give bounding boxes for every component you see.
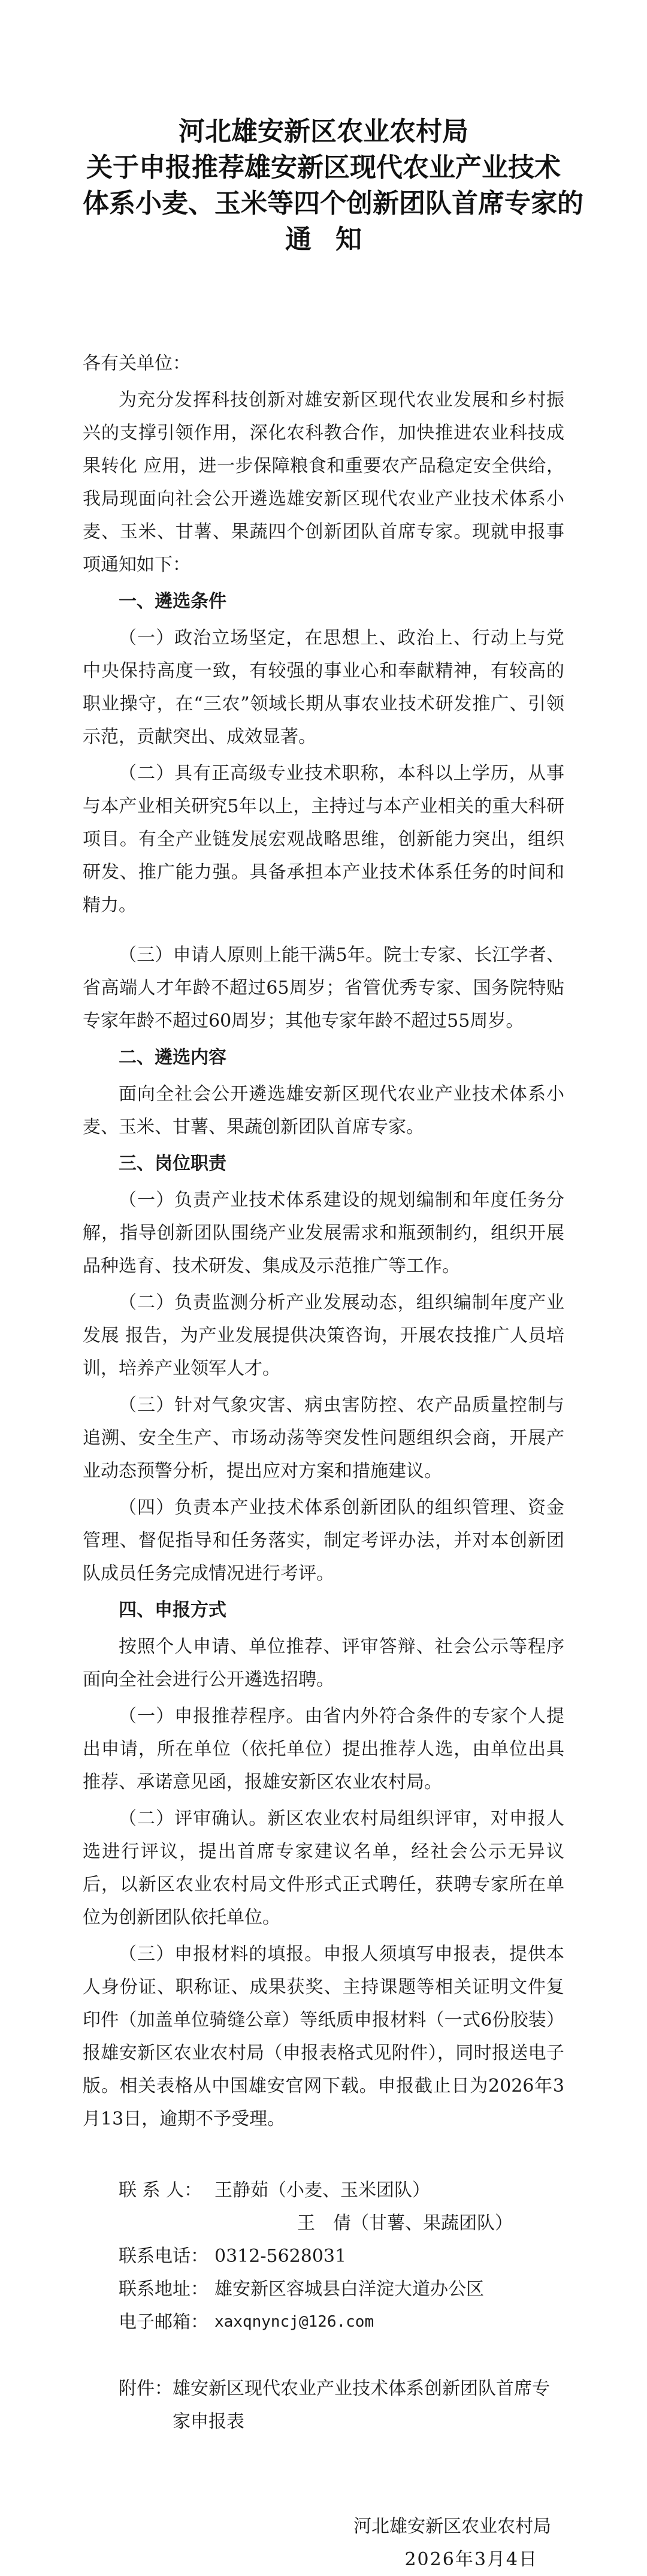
title-line-1: 河北雄安新区农业农村局 <box>179 116 468 147</box>
contact-person-row-2 <box>83 2207 564 2240</box>
contact-person-label: 联 系 人： <box>119 2180 202 2201</box>
contact-address-row <box>83 2273 564 2306</box>
body-paragraph: （二）负责监测分析产业发展动态，组织编制年度产业发展 报告，为产业发展提供决策咨询，开展农技推广人员培训，培养产业领军人才。 <box>83 1292 564 1379</box>
document-title <box>83 114 583 258</box>
title-line-3: 体系小麦、玉米等四个创新团队首席专家的 <box>83 188 583 219</box>
section-heading: 四、申报方式 <box>119 1600 226 1621</box>
body-paragraph: （一）申报推荐程序。由省内外符合条件的专家个人提出申请，所在单位（依托单位）提出推荐人选，由单位出具推荐、承诺意见函，报雄安新区农业农村局。 <box>83 1706 564 1793</box>
section-heading: 一、遴选条件 <box>119 591 226 612</box>
section-heading: 二、遴选内容 <box>119 1047 226 1068</box>
signature-org: 河北雄安新区农业农村局 <box>353 2516 551 2537</box>
body-paragraph: （三）申报材料的填报。申报人须填写申报表，提供本人身份证、职称证、成果获奖、主持课题等相关证明文件复印件（加盖单位骑缝公章）等纸质申报材料（一式6份胶装）报雄安新区农业农村局（申报表格式见附件），同时报送电子版。相关表格从中国雄安官网下载。申报截止日为2026年3月13日，逾期不予受理。 <box>83 1944 564 2129</box>
title-line-2: 关于申报推荐雄安新区现代农业产业技术 <box>86 152 561 183</box>
body-paragraph: （一）政治立场坚定，在思想上、政治上、行动上与党中央保持高度一致，有较强的事业心和奉献精神，有较高的职业操守，在“三农”领域长期从事农业技术研发推广、引领示范，贡献突出、成效显著。 <box>83 628 564 747</box>
body-paragraph: 按照个人申请、单位推荐、评审答辩、社会公示等程序面向全社会进行公开遴选招聘。 <box>83 1636 564 1690</box>
intro-paragraph: 为充分发挥科技创新对雄安新区现代农业发展和乡村振兴的支撑引领作用，深化农科教合作，加快推进农业科技成果转化 应用，进一步保障粮食和重要农产品稳定安全供给，我局现面向社会公开遴选雄安新区现代农业产业技术体系小麦、玉米、甘薯、果蔬四个创新团队首席专家。现就申报事项通知如下： <box>83 390 564 575</box>
attachment-label: 附件： <box>119 2378 173 2399</box>
attachment-link[interactable]: 雄安新区现代农业产业技术体系创新团队首席专家申报表 <box>173 2378 550 2432</box>
body-paragraph: （三）申请人原则上能干满5年。院士专家、长江学者、省高端人才年龄不超过65周岁；省管优秀专家、国务院特贴专家年龄不超过60周岁；其他专家年龄不超过55周岁。 <box>83 945 564 1031</box>
body-paragraph: （四）负责本产业技术体系创新团队的组织管理、资金管理、督促指导和任务落实，制定考评办法，并对本创新团队成员任务完成情况进行考评。 <box>83 1497 564 1584</box>
body-paragraph: （一）负责产业技术体系建设的规划编制和年度任务分解，指导创新团队围绕产业发展需求和瓶颈制约，组织开展品种选育、技术研发、集成及示范推广等工作。 <box>83 1190 564 1277</box>
body-paragraph: （二）具有正高级专业技术职称，本科以上学历，从事与本产业相关研究5年以上，主持过与本产业相关的重大科研项目。有全产业链发展宏观战略思维，创新能力突出，组织研发、推广能力强。具备承担本产业技术体系任务的时间和精力。 <box>83 763 564 916</box>
contact-block <box>83 2174 564 2339</box>
contact-address: 雄安新区容城县白洋淀大道办公区 <box>214 2279 484 2300</box>
contact-phone-label: 联系电话： <box>119 2246 208 2267</box>
contact-person-1: 王静茹（小麦、玉米团队） <box>214 2180 430 2201</box>
contact-phone-row <box>83 2240 564 2273</box>
contact-person-2: 王 倩（甘薯、果蔬团队） <box>297 2213 513 2234</box>
section-heading: 三、岗位职责 <box>119 1153 226 1174</box>
contact-address-label: 联系地址： <box>119 2279 208 2300</box>
body-paragraph: （二）评审确认。新区农业农村局组织评审，对申报人选进行评议，提出首席专家建议名单，经社会公示无异议后，以新区农业农村局文件形式正式聘任，获聘专家所在单位为创新团队依托单位。 <box>83 1808 564 1928</box>
body-paragraph: 面向全社会公开遴选雄安新区现代农业产业技术体系小麦、玉米、甘薯、果蔬创新团队首席专家。 <box>83 1084 564 1138</box>
contact-email-label: 电子邮箱： <box>119 2312 208 2333</box>
contact-email-row <box>83 2306 564 2339</box>
attachment-block <box>83 2372 564 2438</box>
contact-email[interactable]: xaxqnyncj@126.com <box>214 2313 374 2331</box>
contact-phone: 0312-5628031 <box>214 2246 347 2267</box>
body-paragraph: （三）针对气象灾害、病虫害防控、农产品质量控制与追溯、安全生产、市场动荡等突发性问题组织会商，开展产业动态预警分析，提出应对方案和措施建议。 <box>83 1395 564 1482</box>
signature-date: 2026年3月4日 <box>404 2549 538 2570</box>
title-line-4: 通知 <box>285 224 386 255</box>
contact-person-row <box>83 2174 564 2207</box>
signature-block <box>83 2510 564 2576</box>
salutation: 各有关单位： <box>83 353 191 374</box>
